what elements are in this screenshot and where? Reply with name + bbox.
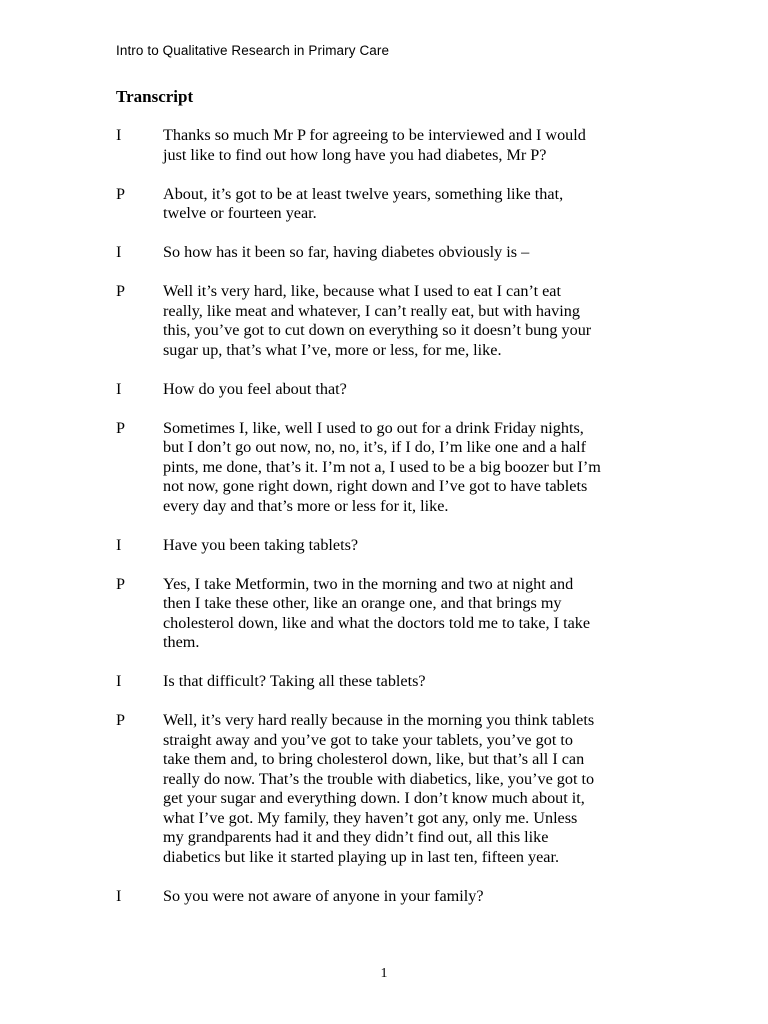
transcript-turn (116, 536, 676, 556)
page-number: 1 (380, 966, 388, 981)
utterance-text: Yes, I take Metformin, two in the morning and two at night and then I take these other, like an orange one, and that brings my cholesterol down, like and what the doctors told me to take, I take them. (163, 574, 591, 651)
transcript-turn (116, 380, 676, 400)
utterance-text: Thanks so much Mr P for agreeing to be interviewed and I would just like to find out how long have you had diabetes, Mr P? (163, 126, 586, 164)
transcript-turn (116, 282, 676, 360)
transcript-turn (116, 575, 676, 653)
speaker-label: I (116, 243, 122, 261)
utterance-text: Well, it’s very hard really because in the morning you think tablets straight away and you’ve got to take your tablets, you’ve got to take them and, to bring cholesterol down, like, but that’s all I can really do now. That’s the trouble with diabetics, like, you’ve got to get your sugar and everything down. I don’t know much about it, what I’ve got. My family, they haven’t got any, only me. Unless my grandparents had it and they didn’t find out, all this like diabetics but like it started playing up in last ten, fifteen year. (163, 711, 595, 866)
transcript-turn (116, 887, 676, 907)
speaker-label: I (116, 672, 122, 690)
utterance-text: So how has it been so far, having diabetes obviously is – (163, 243, 530, 261)
utterance-text: How do you feel about that? (163, 379, 347, 398)
transcript-body (116, 126, 676, 926)
utterance-text: Have you been taking tablets? (163, 535, 359, 554)
speaker-label: I (116, 535, 122, 554)
transcript-turn (116, 711, 676, 867)
transcript-turn (116, 126, 676, 165)
document-title: Transcript (116, 87, 194, 106)
utterance-text: So you were not aware of anyone in your family? (163, 886, 484, 905)
speaker-label: P (116, 184, 126, 203)
utterance-text: Sometimes I, like, well I used to go out for a drink Friday nights, but I don’t go out now, no, no, it’s, if I do, I’m like one and a half pints, me done, that’s it. I’m not a, I used to be a big boozer but I’m not now, gone right down, right down and I’ve got to have tablets every day and that’s more or less for it, like. (163, 418, 601, 515)
speaker-label: I (116, 379, 122, 398)
speaker-label: P (116, 574, 126, 593)
speaker-label: I (116, 886, 122, 905)
speaker-label: P (116, 282, 126, 300)
utterance-text: Well it’s very hard, like, because what I used to eat I can’t eat really, like meat and whatever, I can’t really eat, but with having this, you’ve got to cut down on everything so it doesn’t bung your sugar up, that’s what I’ve, more or less, for me, like. (163, 282, 592, 359)
utterance-text: About, it’s got to be at least twelve years, something like that, twelve or fourteen year. (163, 184, 564, 222)
transcript-turn (116, 185, 676, 224)
transcript-turn (116, 419, 676, 517)
transcript-turn (116, 243, 676, 263)
speaker-label: P (116, 418, 126, 437)
speaker-label: P (116, 711, 126, 729)
speaker-label: I (116, 126, 122, 144)
running-header: Intro to Qualitative Research in Primary Care (116, 43, 390, 58)
transcript-turn (116, 672, 676, 692)
utterance-text: Is that difficult? Taking all these tablets? (163, 672, 426, 690)
